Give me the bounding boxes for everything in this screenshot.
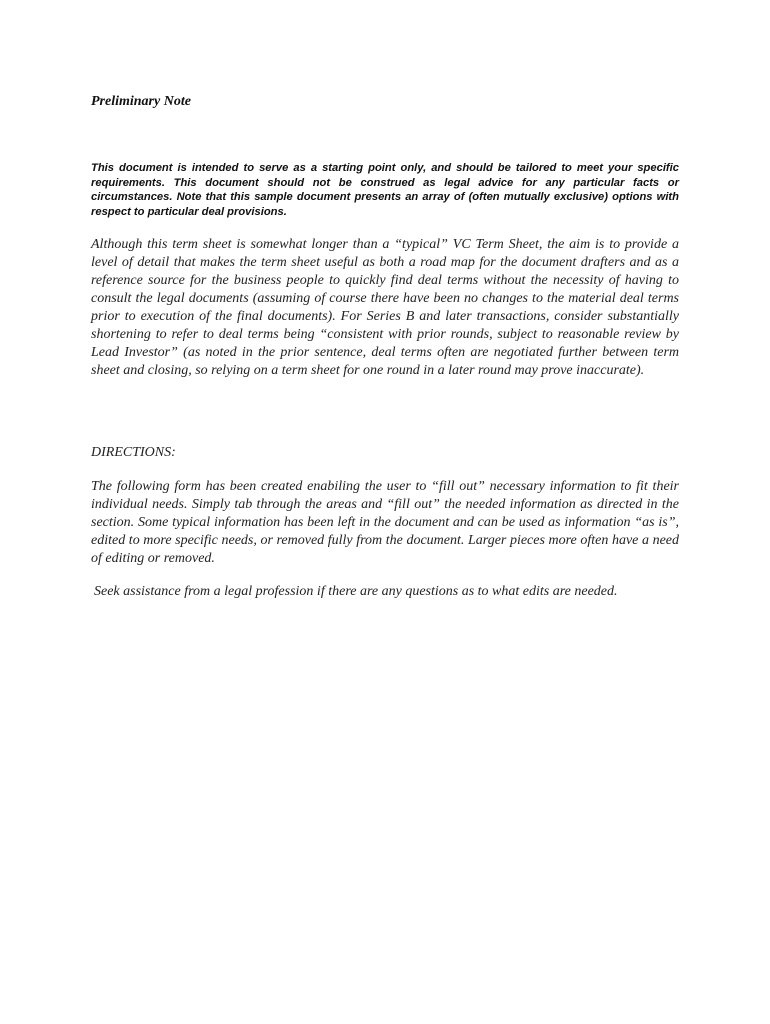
page-heading: Preliminary Note xyxy=(91,94,191,109)
directions-title: DIRECTIONS: xyxy=(91,445,176,460)
closing-line: Seek assistance from a legal profession if there are any questions as to what edits are needed. xyxy=(94,584,618,599)
intro-paragraph: Although this term sheet is somewhat longer than a “typical” VC Term Sheet, the aim is to provide a level of detail that makes the term sheet useful as both a road map for the document drafters and as a reference source for the business people to quickly find deal terms without the necessity of having to consult the legal documents (assuming of course there have been no changes to the material deal terms prior to execution of the final documents). For Series B and later transactions, consider substantially shortening to refer to deal terms being “consistent with prior rounds, subject to reasonable review by Lead Investor” (as noted in the prior sentence, deal terms often are negotiated further between term sheet and closing, so relying on a term sheet for one round in a later round may prove inaccurate). xyxy=(91,237,679,378)
directions-paragraph: The following form has been created enabiling the user to “fill out” necessary information to fit their individual needs. Simply tab through the areas and “fill out” the needed information as directed in the section. Some typical information has been left in the document and can be used as information “as is”, edited to more specific needs, or removed fully from the document. Larger pieces more often have a need of editing or removed. xyxy=(91,479,679,566)
disclaimer-paragraph: This document is intended to serve as a starting point only, and should be tailored to meet your specific requirements. This document should not be construed as legal advice for any particular facts or circumstances. Note that this sample document presents an array of (often mutually exclusive) options with respect to particular deal provisions. xyxy=(91,162,679,218)
